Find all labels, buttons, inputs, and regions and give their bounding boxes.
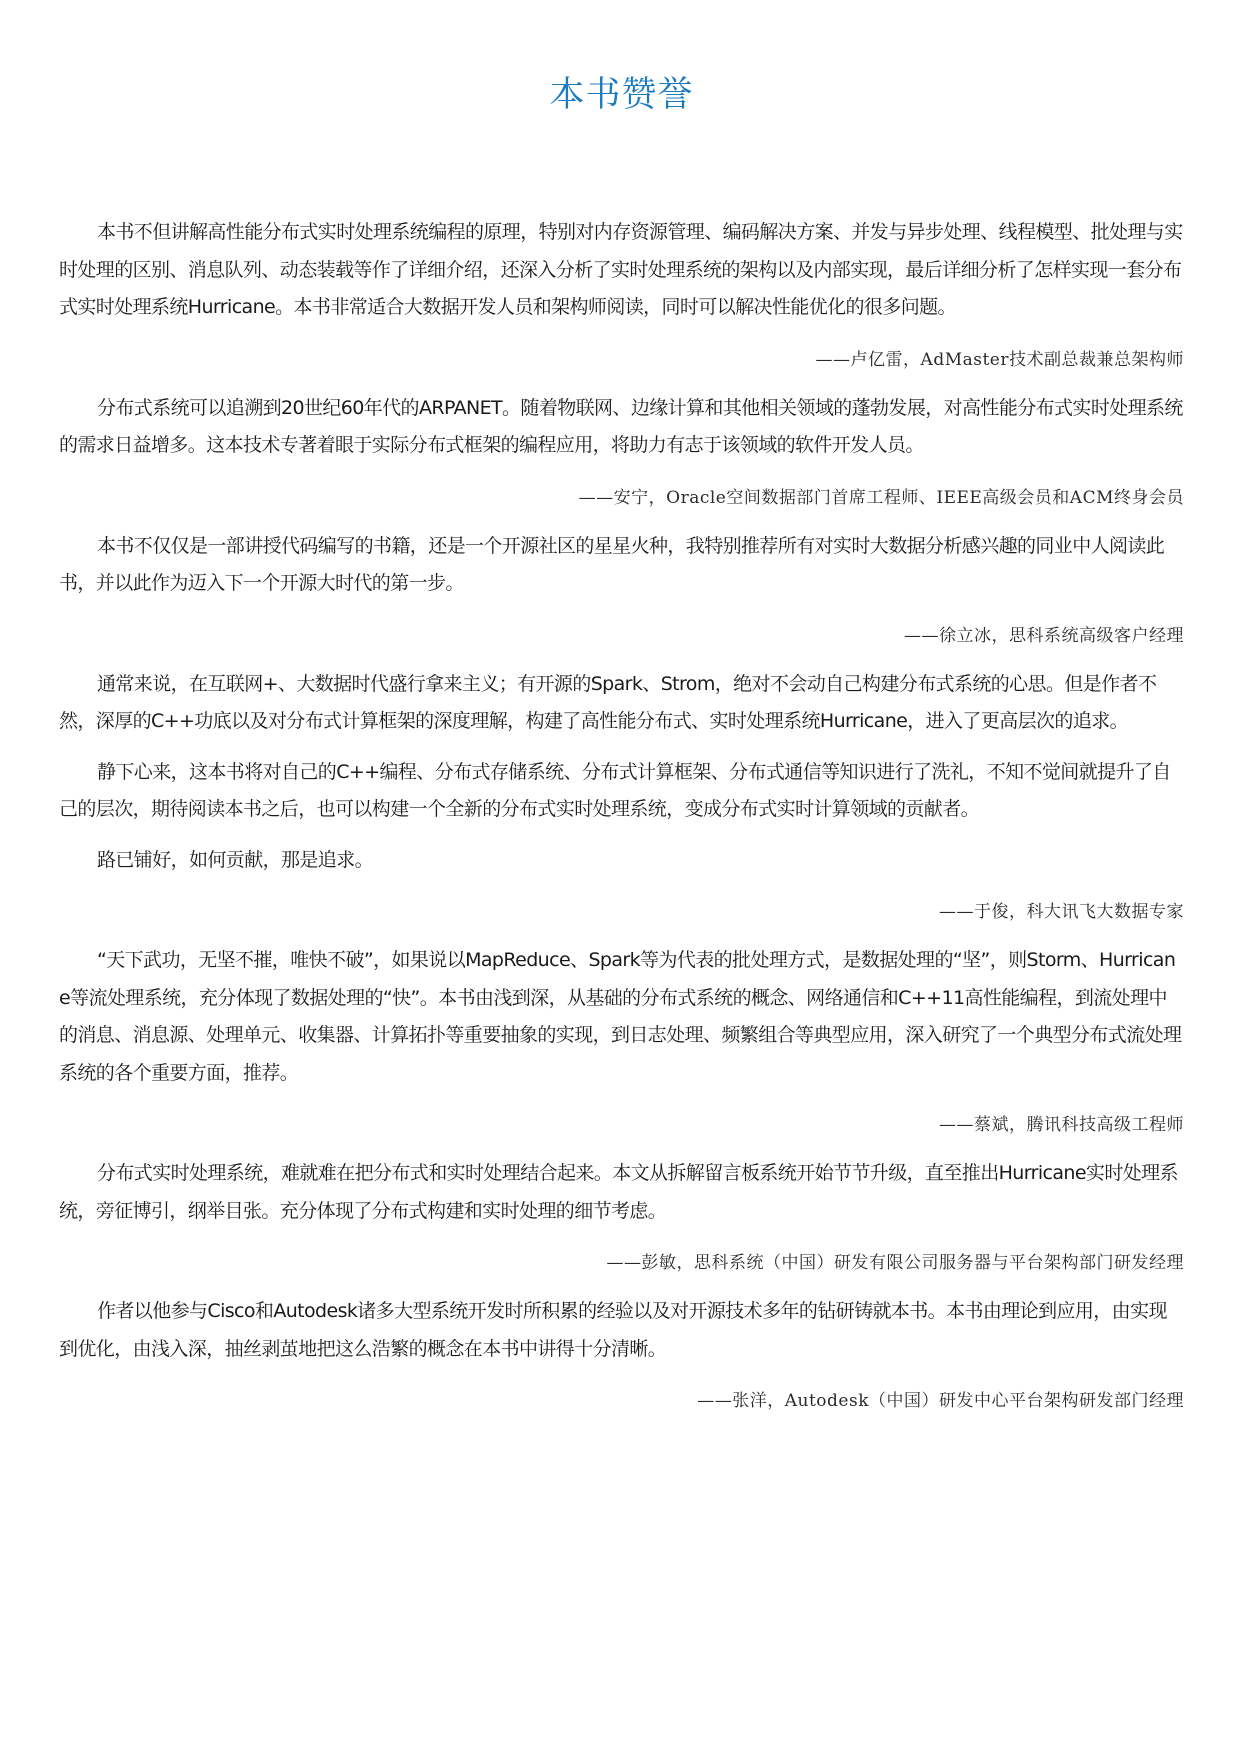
endorsement-attribution: ——彭敏，思科系统（中国）研发有限公司服务器与平台架构部门研发经理 bbox=[606, 1253, 1184, 1273]
endorsement-attribution: ——徐立冰，思科系统高级客户经理 bbox=[904, 625, 1184, 646]
page-title: 本书赞誉 bbox=[549, 75, 694, 115]
endorsement-paragraph: 本书不但讲解高性能分布式实时处理系统编程的原理，特别对内存资源管理、编码解决方案、并发与异步处理、线程模型、批处理与实时处理的区别、消息队列、动态装载等作了详细介绍，还深入分析了实时处理系统的架构以及内部实现，最后详细分析了怎样实现一套分布式实时处理系统Hurricane。本书非常适合大数据开发人员和架构师阅读，同时可以解决性能优化的很多问题。 bbox=[59, 221, 1183, 318]
endorsement-block bbox=[59, 528, 1184, 648]
endorsement-attribution: ——于俊，科大讯飞大数据专家 bbox=[939, 902, 1184, 922]
endorsement-paragraph: “天下武功，无坚不摧，唯快不破”，如果说以MapReduce、Spark等为代表的批处理方式，是数据处理的“坚”，则Storm、Hurricane等流处理系统，充分体现了数据处理的“快”。本书由浅到深，从基础的分布式系统的概念、网络通信和C++11高性能编程，到流处理中的消息、消息源、处理单元、收集器、计算拓扑等重要抽象的实现，到日志处理、频繁组合等典型应用，深入研究了一个典型分布式流处理系统的各个重要方面，推荐。 bbox=[59, 949, 1182, 1084]
endorsement-block bbox=[59, 666, 1184, 925]
endorsement-paragraph: 分布式实时处理系统，难就难在把分布式和实时处理结合起来。本文从拆解留言板系统开始节节升级，直至推出Hurricane实时处理系统，旁征博引，纲举目张。充分体现了分布式构建和实时处理的细节考虑。 bbox=[59, 1162, 1178, 1222]
endorsement-paragraph: 路已铺好，如何贡献，那是追求。 bbox=[97, 848, 374, 871]
endorsement-block bbox=[59, 390, 1184, 510]
endorsement-attribution: ——蔡斌，腾讯科技高级工程师 bbox=[939, 1115, 1184, 1135]
endorsement-attribution: ——安宁，Oracle空间数据部门首席工程师、IEEE高级会员和ACM终身会员 bbox=[578, 487, 1184, 508]
endorsement-block bbox=[59, 214, 1184, 372]
endorsement-paragraph: 作者以他参与Cisco和Autodesk诸多大型系统开发时所积累的经验以及对开源技术多年的钻研铸就本书。本书由理论到应用，由实现到优化，由浅入深，抽丝剥茧地把这么浩繁的概念在本书中讲得十分清晰。 bbox=[59, 1300, 1167, 1360]
endorsements bbox=[59, 214, 1184, 1413]
endorsement-paragraph: 本书不仅仅是一部讲授代码编写的书籍，还是一个开源社区的星星火种，我特别推荐所有对实时大数据分析感兴趣的同业中人阅读此书，并以此作为迈入下一个开源大时代的第一步。 bbox=[59, 534, 1165, 594]
endorsement-attribution: ——卢亿雷，AdMaster技术副总裁兼总架构师 bbox=[815, 349, 1184, 370]
endorsement-block bbox=[59, 942, 1184, 1137]
endorsement-paragraph: 通常来说，在互联网+、大数据时代盛行拿来主义；有开源的Spark、Strom，绝对不会动自己构建分布式系统的心思。但是作者不然，深厚的C++功底以及对分布式计算框架的深度理解，构建了高性能分布式、实时处理系统Hurricane，进入了更高层次的追求。 bbox=[59, 672, 1157, 732]
endorsement-paragraph: 分布式系统可以追溯到20世纪60年代的ARPANET。随着物联网、边缘计算和其他相关领域的蓬勃发展，对高性能分布式实时处理系统的需求日益增多。这本技术专著着眼于实际分布式框架的编程应用，将助力有志于该领域的软件开发人员。 bbox=[59, 396, 1183, 456]
endorsement-block bbox=[59, 1293, 1184, 1413]
endorsement-paragraph: 静下心来，这本书将对自己的C++编程、分布式存储系统、分布式计算框架、分布式通信等知识进行了洗礼，不知不觉间就提升了自己的层次，期待阅读本书之后，也可以构建一个全新的分布式实时处理系统，变成分布式实时计算领域的贡献者。 bbox=[59, 760, 1171, 820]
endorsement-block bbox=[59, 1155, 1184, 1275]
endorsement-attribution: ——张洋，Autodesk（中国）研发中心平台架构研发部门经理 bbox=[697, 1391, 1184, 1411]
